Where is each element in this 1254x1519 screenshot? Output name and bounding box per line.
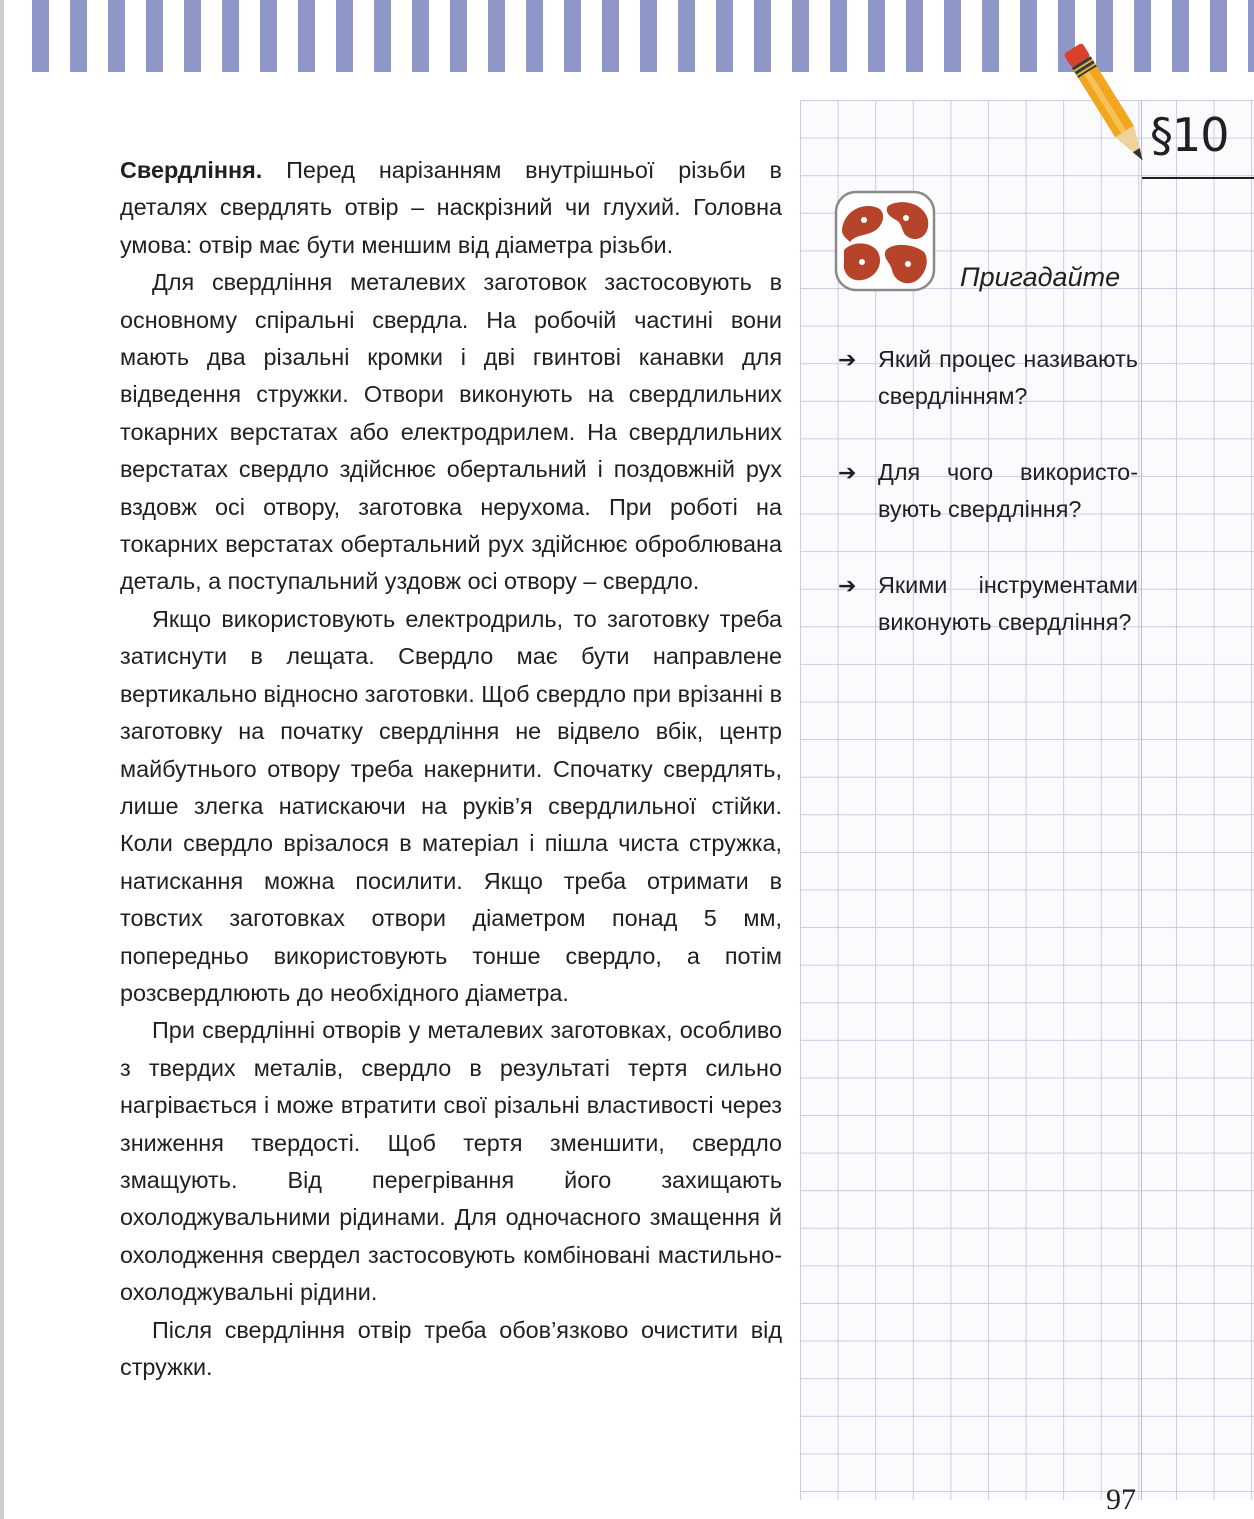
- page-edge: [0, 0, 4, 1519]
- paragraph-2: Для свердління металевих заготовок застосовують в основному спіральні свердла. На робочій частині вони мають два різальні кромки і дві гвинтові канавки для відведення стружки. Отвори виконують на свердлильних токарних верстатах або електродрилем. На свердлильних верстатах свердло здійснює обертальний і поздовжній рух вздовж осі отвору, заготовка нерухома. При роботі на токарних верстатах обертальний рух здійснює оброблювана деталь, а поступальний уздовж осі отвору – свердло.: [120, 269, 782, 595]
- question-text: Для чого використовують свердління?: [878, 458, 1138, 523]
- arrow-right-icon: ➔: [838, 347, 857, 372]
- pencil-icon: [1060, 30, 1160, 190]
- section-underline: [1142, 177, 1254, 179]
- question-item: [838, 341, 1138, 416]
- page-number: 97: [1106, 1483, 1136, 1516]
- arrow-right-icon: ➔: [838, 459, 857, 485]
- main-text: [120, 152, 782, 1386]
- recall-heading: Пригадайте: [960, 262, 1121, 292]
- grid-border-line: [1141, 100, 1142, 1500]
- question-item: [838, 567, 1138, 642]
- arrow-right-icon: ➔: [838, 572, 857, 598]
- paragraph-4: При свердлінні отворів у металевих заготовках, особливо з твердих металів, свердло в результаті тертя сильно нагрівається і може втратити свої різальні властивості через зниження твердості. Щоб тертя зменшити, свердло змащують. Від перегрівання його захищають охолоджувальними рідинами. Для одночасного змащення й охолодження свердел застосовують комбіновані мастильно-охолоджувальні рідини.: [120, 1017, 782, 1306]
- section-number: §10: [1150, 108, 1229, 162]
- grid-margin-panel: [800, 100, 1254, 1500]
- paragraph-5: Після свердління отвір треба обов’язково очистити від стружки.: [120, 1316, 782, 1380]
- lead-term: Свердління.: [120, 157, 263, 183]
- recall-questions: [838, 341, 1138, 679]
- paragraph-1: [120, 152, 782, 264]
- paragraph-3: Якщо використовують електродриль, то заготовку треба затиснути в лещата. Свердло має бути направлене вертикально відносно заготовки. Щоб свердло при врізанні в заготовку на початку свердління не відвело вбік, центр майбутнього отвору треба накернити. Спочатку свердлять, лише злегка натискаючи на руків’я свердлильної стійки. Коли свердло врізалося в матеріал і пішла чиста стружка, натискання можна посилити. Якщо треба отримати в товстих заготовках отвори діаметром понад 5 мм, попередньо використовують тонше свердло, а потім розсвердлюють до необхідного діаметра.: [120, 605, 783, 1006]
- question-text: Якими інструментами виконують свердління?: [878, 571, 1138, 636]
- paragraph-1-text: Перед нарізанням внутрішньої різьби в деталях свердлять отвір – наскрізний чи глухий. Головна умова: отвір має бути меншим від діаметра різьби.: [120, 157, 782, 258]
- question-item: [838, 454, 1138, 529]
- recall-icon: [834, 190, 936, 292]
- question-text: Який процес називають свердлінням?: [878, 346, 1138, 410]
